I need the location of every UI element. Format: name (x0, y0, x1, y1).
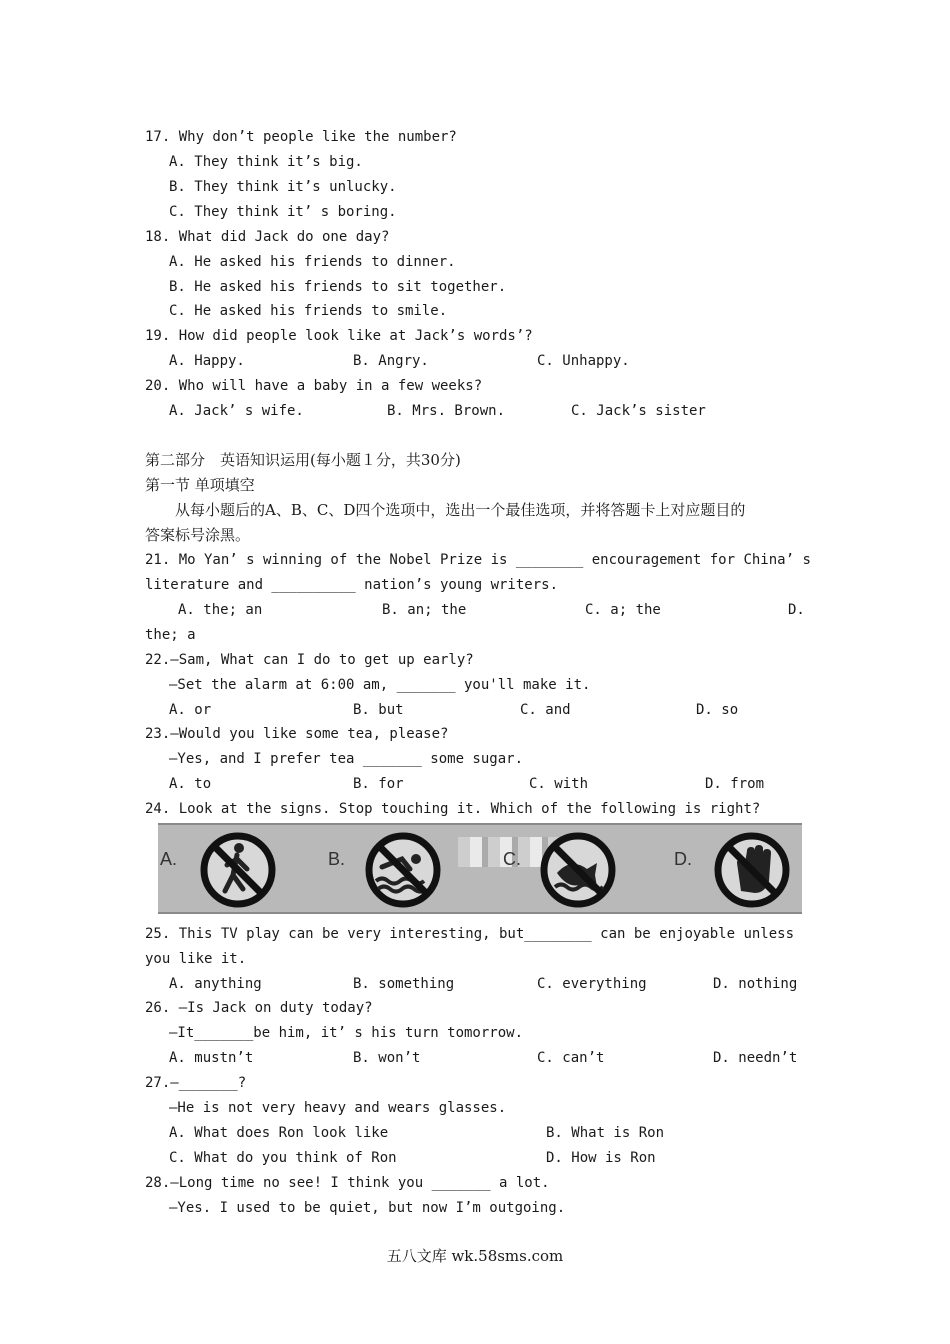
q21-option-c: C. a; the (585, 602, 661, 618)
q21-option-a: A. the; an (178, 602, 263, 618)
q17-option-b: B. They think it’s unlucky. (169, 179, 397, 195)
q25-line1: 25. This TV play can be very interesting, but________ can be enjoyable unless (145, 926, 795, 942)
instructions-line1: 从每小题后的A、B、C、D四个选项中，选出一个最佳选项，并将答题卡上对应题目的 (145, 501, 746, 519)
instructions-line2: 答案标号涂黑。 (145, 526, 251, 544)
q19-stem: 19. How did people look like at Jack’s words’? (145, 328, 533, 344)
q26-option-a: A. mustn’t (169, 1050, 254, 1066)
q26-stem: 26. —Is Jack on duty today? (145, 1000, 373, 1016)
q22-option-c: C. and (520, 702, 571, 718)
q21-line2: literature and __________ nation’s young writers. (145, 577, 559, 593)
q23-line2: —Yes, and I prefer tea _______ some sugar. (169, 751, 524, 767)
q27-option-a: A. What does Ron look like (169, 1125, 389, 1141)
q17-option-a: A. They think it’s big. (169, 154, 363, 170)
sign-a-label: A. (160, 849, 178, 869)
q19-option-b: B. Angry. (353, 353, 429, 369)
q27-line2: —He is not very heavy and wears glasses. (169, 1100, 507, 1116)
q25-option-b: B. something (353, 976, 455, 992)
no-swimming-icon (358, 829, 448, 911)
q27-option-d: D. How is Ron (546, 1150, 656, 1166)
q19-option-a: A. Happy. (169, 353, 245, 369)
q28-line2: —Yes. I used to be quiet, but now I’m outgoing. (169, 1200, 566, 1216)
q18-option-a: A. He asked his friends to dinner. (169, 254, 456, 270)
q26-line2: —It_______be him, it’ s his turn tomorrow. (169, 1025, 524, 1041)
q23-option-c: C. with (529, 776, 589, 792)
q19-option-c: C. Unhappy. (537, 353, 630, 369)
q25-option-c: C. everything (537, 976, 647, 992)
q17-option-c: C. They think it’ s boring. (169, 204, 397, 220)
q24-stem: 24. Look at the signs. Stop touching it. Which of the following is right? (145, 801, 761, 817)
q22-option-a: A. or (169, 702, 212, 718)
q21-option-d-text: the; a (145, 627, 196, 643)
q20-option-b: B. Mrs. Brown. (387, 403, 506, 419)
q21-option-d-label: D. (788, 602, 805, 618)
q20-option-c: C. Jack’s sister (571, 403, 706, 419)
q21-option-b: B. an; the (382, 602, 467, 618)
q18-option-b: B. He asked his friends to sit together. (169, 279, 507, 295)
q22-option-d: D. so (696, 702, 739, 718)
q17-stem: 17. Why don’t people like the number? (145, 129, 457, 145)
section1-title: 第一节 单项填空 (145, 476, 255, 494)
q25-line2: you like it. (145, 951, 247, 967)
footer-watermark: 五八文库 wk.58sms.com (386, 1247, 564, 1265)
sign-d-label: D. (674, 849, 692, 869)
q26-option-b: B. won’t (353, 1050, 421, 1066)
no-fishing-icon (533, 829, 623, 911)
q20-stem: 20. Who will have a baby in a few weeks? (145, 378, 483, 394)
q27-option-c: C. What do you think of Ron (169, 1150, 397, 1166)
q20-option-a: A. Jack’ s wife. (169, 403, 304, 419)
no-walking-icon (193, 829, 283, 911)
q28-stem: 28.—Long time no see! I think you _______ a lot. (145, 1175, 550, 1191)
q22-line2: —Set the alarm at 6:00 am, _______ you'll make it. (169, 677, 591, 693)
signs-image (158, 823, 802, 914)
q23-option-b: B. for (353, 776, 404, 792)
q18-option-c: C. He asked his friends to smile. (169, 303, 448, 319)
q22-option-b: B. but (353, 702, 404, 718)
part2-title: 第二部分 英语知识运用(每小题１分，共30分) (145, 451, 461, 469)
no-touching-icon (707, 829, 797, 911)
q25-option-d: D. nothing (713, 976, 798, 992)
q21-line1: 21. Mo Yan’ s winning of the Nobel Prize is ________ encouragement for China’ s (145, 552, 811, 568)
q25-option-a: A. anything (169, 976, 262, 992)
sign-b-label: B. (328, 849, 346, 869)
q23-stem: 23.—Would you like some tea, please? (145, 726, 449, 742)
q23-option-a: A. to (169, 776, 212, 792)
q27-option-b: B. What is Ron (546, 1125, 665, 1141)
q18-stem: 18. What did Jack do one day? (145, 229, 390, 245)
q26-option-c: C. can’t (537, 1050, 605, 1066)
q22-stem: 22.—Sam, What can I do to get up early? (145, 652, 474, 668)
q26-option-d: D. needn’t (713, 1050, 798, 1066)
q27-stem: 27.—_______? (145, 1075, 247, 1091)
q23-option-d: D. from (705, 776, 765, 792)
sign-c-label: C. (503, 849, 521, 869)
